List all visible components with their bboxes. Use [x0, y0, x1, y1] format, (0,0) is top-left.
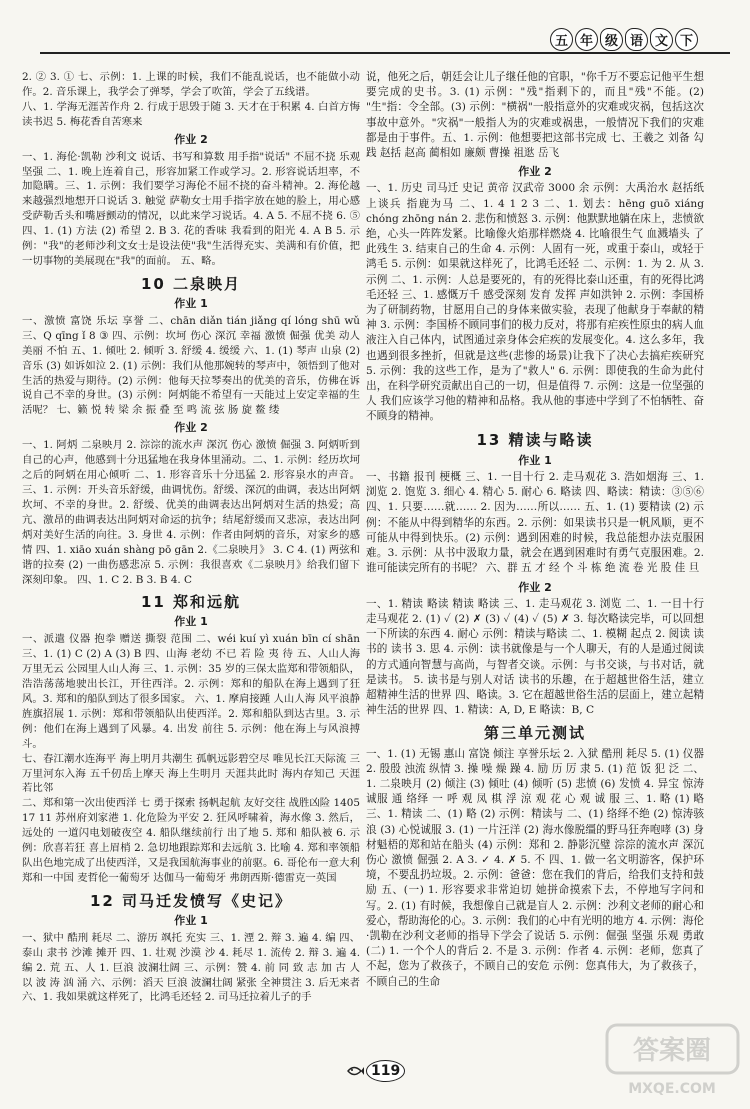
watermark-url: MXQE.COM — [628, 1081, 716, 1097]
answer-paragraph: 八、1. 学海无涯苦作舟 2. 行成于思毁于随 3. 天才在于积累 4. 白首方悔读书迟 5. 梅花香自苦寒来 — [22, 100, 360, 128]
header-char: 级 — [600, 28, 623, 51]
answer-paragraph: 一、激愤 富饶 乐坛 享誉 二、chān diǎn tián jiǎng qí lóng shū wǔ 三、Q qīng ǐ 8 ③ 四、示例：坎坷 伤心 深沉 幸福 激愤 倔强 优美 动人 美丽 不怕 五、1. 倾吐 2. 倾听 3. 舒缓 4. 缓缓 六、1. (1) 琴声 山泉 (2) 音乐 (3) 如诉如泣 2. (1) 示例：我们从他那婉转的琴声中，领悟到了他对生活的热爱与期待。(2) 示例：他每天拉琴奏出的优美的音乐，仿佛在诉说自己不幸的身世。(3) 示例：阿炳能不希望有一天能过上安定幸福的生活呢？ 七、籁 悦 转 梁 余 振 叠 至 鸣 流 弦 肠 旋 鳌 缕 — [22, 314, 360, 417]
watermark-logo — [605, 1023, 740, 1101]
lesson-title: 10 二泉映月 — [140, 274, 242, 293]
answer-paragraph: 一、1. 精读 略读 精读 略读 三、1. 走马观花 3. 浏览 二、1. 一目十行 走马观花 2. (1) ✓ (2) ✗ (3) ✓ (4) ✓ (5) ✗ 3. 每次略读完毕，可以回想一下所读的东西 4. 耐心 示例：精读与略读 二、1. 模糊 起点 2. 阅读 读书的 读书 3. 思 4. 示例：读书就像是与一个人聊天，有的人是通过阅读的方式通向智慧与高尚，与智者交谈。示例：与书交谈，与书对话，就是读书。 5. 读书是与别人对话 读书的乐趣，在于超越世俗生活，建立超精神生活的世界 四、略读。3. 它在超越世俗生活的层面上，建立起精神生活的世界 四、1. 精读：A, D, E 略读：B, C — [366, 597, 704, 717]
homework-heading: 作业 1 — [174, 296, 208, 310]
fish-icon — [346, 1063, 364, 1079]
lesson-title: 12 司马迁发愤写《史记》 — [89, 891, 293, 910]
page-number-text: 119 — [366, 1060, 405, 1082]
header-char: 语 — [625, 28, 648, 51]
homework-heading: 作业 1 — [174, 913, 208, 927]
page-number — [346, 1060, 405, 1082]
answer-paragraph: 2. ② 3. ① 七、示例：1. 上课的时候，我们不能乱说话，也不能做小动作。2. 音乐课上，我学会了弹琴，学会了吹笛，学会了五线谱。 — [22, 71, 360, 98]
header-char: 年 — [575, 28, 598, 51]
header-char: 下 — [675, 28, 698, 51]
lesson-title: 11 郑和远航 — [140, 593, 242, 612]
answer-paragraph: 说，他死之后，朝廷会让儿子继任他的官职，"你千万不要忘记他平生想要完成的史书。3. (1) 示例："残"指剩下的，而且"残"不能。(2) "生"指：令全部。(3) 示例："横祸"一般指意外的灾难或灾祸，包括这次事故中意外。"灾祸"一般指人为的灾难或祸患，一般情况下我们的灾难都是由于事件。五、1. 示例：他想要把这部书完成 七、王羲之 刘备 勾践 赵括 赵高 蔺相如 廉颇 曹操 祖逖 岳飞 — [366, 71, 704, 160]
answer-paragraph: 二、郑和第一次出使西洋 七 勇于探索 扬帆起航 友好交往 战胜凶险 1405 17 11 苏州府刘家港 1. 化危险为平安 2. 狂风呼啸着，海水像 3. 然后，远处的 一道闪电划破夜空 4. 船队继续前行 出了地 5. 郑和 船队被 6. 示例：欣喜若狂 喜上眉梢 2. 急切地跟踪郑和去远航 3. 比喻 4. 郑和率领船队出色地完成了出使西洋，又是我国航海事业的前驱。6. 哥伦布一意大利 郑和一中国 麦哲伦一葡萄牙 达伽马一葡萄牙 弗朗西斯·德雷克一英国 — [22, 797, 360, 885]
lesson-title: 第三单元测试 — [483, 724, 586, 743]
homework-heading: 作业 2 — [174, 132, 208, 146]
answer-paragraph: 七、春江潮水连海平 海上明月共潮生 孤帆远影碧空尽 唯见长江天际流 三万里河东入海 五千仞岳上摩天 海上生明月 天涯共此时 海内存知己 天涯若比邻 — [22, 752, 360, 795]
homework-heading: 作业 2 — [518, 165, 552, 179]
watermark-text: 答案圈 — [632, 1036, 712, 1066]
homework-heading: 作业 2 — [174, 421, 208, 435]
header-char: 五 — [550, 28, 573, 51]
header-grade-title — [550, 28, 698, 51]
answer-paragraph: 一、1. 海伦·凯勒 沙利文 说话、书写和算数 用手指"说话" 不屈不挠 乐观 坚强 二、1. 晚上连着自己，形容加紧工作或学习。2. 形容说话坦率，不加隐瞒。三、1. 示例：我们要学习海伦不屈不挠的奋斗精神。2. 海伦越来越强烈地想开口说话 3. 触觉 萨勒女士用手指字放在她的脸上，用心感受萨勒舌头和嘴唇颤动的情况，以此来学习说话。4. A 5. 不屈不挠 6. ⑤ 四、1. (1) 方法 (2) 希望 2. B 3. 花的香味 我看到的阳光 4. A B 5. 示例："我"的老师沙利文女士是设法使"我"生活得充实、美满和有价值，把一切事物的美展现在"我"的面前。 五、略。 — [22, 150, 360, 268]
homework-heading: 作业 1 — [518, 453, 552, 467]
homework-heading: 作业 1 — [174, 615, 208, 629]
header-char: 文 — [650, 28, 673, 51]
answer-paragraph: 一、狱中 酷刑 耗尽 二、游历 飒托 充实 三、1. 湮 2. 辩 3. 遍 4. 编 四、泰山 隶书 沙滩 摊开 四、1. 壮观 沙漠 沙 4. 耗尽 1. 流传 2. 辩 3. 遍 4. 编 2. 荒 五、人 1. 巨浪 波澜壮阔 三、示例：赞 4. 前 同 致 志 加 古 人 以 波 涛 汹 涌 六、示例：滔天 巨浪 波澜壮阔 紧张 全神贯注 3. 后无来者 六、1. 我如果就这样死了，比鸿毛还轻 2. 司马迁拉着儿子的手 — [22, 931, 360, 1004]
answer-paragraph: 一、书籍 报刊 梗概 三、1. 一目十行 2. 走马观花 3. 浩如烟海 三、1. 浏览 2. 饱览 3. 细心 4. 精心 5. 耐心 6. 略读 四、略读：精读：③⑤⑥ 四、1. 只要……就…… 2. 因为……所以…… 五、1. (1) 要精读 (2) 示例：不能从中得到精华的东西。2. 示例：如果读书只是一帆风顺，更不可能从中得到快乐。(2) 示例：遇到困难的时候，我总能想办法克服困难。3. 示例：从书中汲取力量，就会在遇到困难时有勇气克服困难。2. 谁可能读完所有的书呢？ 六、群 五 才 经 个 斗 栋 绝 流 卷 光 股 佳 旦 — [366, 471, 704, 575]
homework-heading: 作业 2 — [518, 580, 552, 594]
answer-paragraph: 一、1. 历史 司马迁 史记 黄帝 汉武帝 3000 余 示例：大禹治水 赵括纸上谈兵 指鹿为马 二、1. 4 1 2 3 二、1. 划去：hēng guō xiáng chóng zhōng nán 2. 悲伤和愤怒 3. 示例：他默默地躺在床上，悲愤欲绝，心头一阵阵发紧。比喻像火焰那样燃烧 4. 比喻很生气 血溅墙头 了此残生 3. 结束自己的生命 4. 示例：人固有一死，或重于泰山，或轻于鸿毛 5. 示例：如果就这样死了，比鸿毛还轻 二、示例：1. 为 2. 从 3. 示例 二、1. 示例：人总是要死的，有的死得比泰山还重，有的死得比鸿毛还轻 三、1. 感慨万千 感受深刻 发育 发挥 声如洪钟 2. 示例：李国桥为了研制药物，甘愿用自己的身体来做实验，表现了他献身于奉献的精神 3. 示例：李国桥不顾同事们的极力反对，将那有疟疾性原虫的病人血液注入自己体内，试图通过亲身体会疟疾的发展变化。4. 这么多年，我也遇到很多挫折，但就是这些(悲惨的场景)让我下了决心去搞疟疾研究 5. 示例：我的这些工作，是为了"救人" 6. 示例：即使我的生命为此付出，在科学研究贡献出自己的一切，但是值得 7. 示例：这是一位坚强的人 我们应该学习他的精神和品格。我从他的事迹中学到了不怕牺牲、奋不顾身的精神。 — [366, 182, 704, 423]
answer-paragraph: 一、1. 阿炳 二泉映月 2. 淙淙的流水声 深沉 伤心 激愤 倔强 3. 阿炳听到自己的心声，他感到十分迅猛地在我身体里涌动。二、1. 示例：经历坎坷之后的阿炳在用心倾听 二、1. 形容音乐十分迅猛 2. 形容泉水的声音。三、1. 示例：开头音乐舒缓，曲调忧伤。舒缓、深沉的曲调，表达出阿炳坎坷、不幸的身世。2. 舒缓、优美的曲调表达出阿炳对生活的热爱；高亢、激昂的曲调表达出阿炳对命运的抗争；结尾舒缓而又悲凉，表达出阿炳对美好生活的向往。3. 身世 4. 示例：作者由阿炳的音乐，对家乡的感情 四、1. xiāo xuán shàng pō gān 2.《二泉映月》 3. C 4. (1) 两弦和谐的拉奏 (2) 一曲伤感悲凉 5. 示例：我很喜欢《二泉映月》给我们留下深刻印象。 四、1. C 2. B 3. B 4. C — [22, 439, 360, 586]
header-rule — [40, 52, 730, 54]
right-column — [366, 70, 704, 990]
left-column — [22, 70, 360, 1005]
answer-paragraph: 一、1. (1) 无锡 惠山 富饶 倾注 享誉乐坛 2. 入狱 酷刑 耗尽 5. (1) 仪器 2. 殷殷 浊流 纵情 3. 操 噪 燥 躁 4. 励 历 厉 隶 5. (1) 范 饭 犯 泛 二、1. 二泉映月 (2) 倾注 (3) 倾吐 (4) 倾听 (5) 悲愤 (6) 发愤 4. 异宝 惊涛 诚服 通 络绎 一 呼 观 凤 棋 浮 涼 观 花 心 观 诚 服 三、1. 略 (1) 略 三、1. 精读 二、(1) 略 (2) 示例：精读与 二、(1) 络绎不绝 (2) 惊涛骇浪 (3) 心悦诚服 3. (1) 一片汪洋 (2) 海水像脱缰的野马狂奔咆哮 (3) 身材魁梧的郑和站在船头 (4) 示例：郑和 2. 静影沉璧 淙淙的流水声 深沉 伤心 激愤 倔强 2. A 3. ✓ 4. ✗ 5. 不 四、1. 做一名文明游客，保护环境，不要乱扔垃圾。2. 示例：爸爸：您在我们的背后，给我们支持和鼓励 五、(一) 1. 形容要求非常迫切 她拼命摸索下去，不停地写字问和写。2. (1) 有时候，我想像自己就是盲人 2. 示例：沙利文老师的耐心和爱心，帮助海伦的心。3. 示例：我们的心中有光明的地方 4. 示例：海伦·凯勒在沙利文老师的指导下学会了说话 5. 示例：倔强 坚强 乐观 勇敢 (二) 1. 一个个人的背后 2. 不是 3. 示例：作者 4. 示例：老师，您真了不起，您为了救孩子，不顾自己的安危 示例：您真伟大，为了救孩子，不顾自己的生命 — [366, 747, 704, 988]
answer-paragraph: 一、派遣 仪器 抱拳 赠送 撕裂 范围 二、wéi kuí yì xuán bīn cí shān 三、1. (1) C (2) A (3) B 四、山海 老幼 不已 若 险 夷 待 五、人山人海 万里无云 公园里人山人海 三、1. 示例：35 岁的三保太监郑和带领船队，浩浩荡荡地驶出长江，开往西洋。2. 示例：郑和的船队在海上遇到了狂风。3. 郑和的船队到达了很多国家。 六、1. 摩肩接踵 人山人海 风平浪静 旌旗招展 1. 示例：郑和带领船队出使西洋。2. 郑和船队到达古里。3. 示例：他们在海上遇到了风暴。4. 出发 前往 5. 示例：他在海上与风浪搏斗。 — [22, 633, 360, 750]
lesson-title: 13 精读与略读 — [476, 430, 594, 449]
